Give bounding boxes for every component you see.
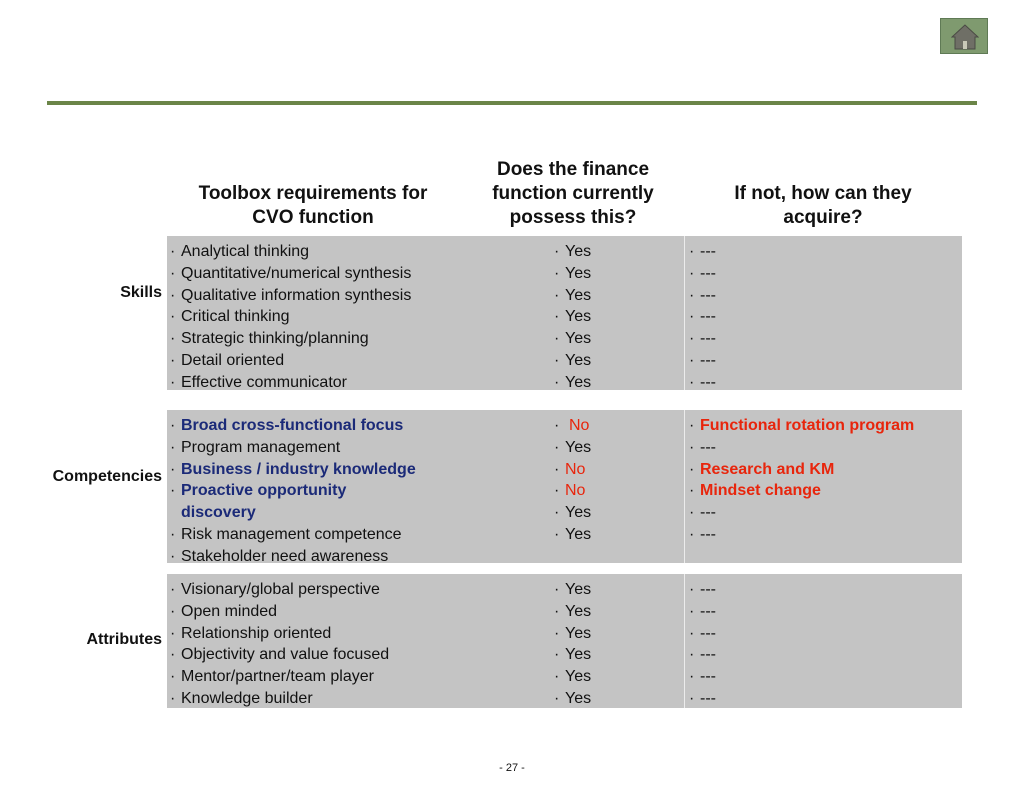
- list-item: · ---: [689, 624, 716, 642]
- header-divider: [47, 101, 977, 105]
- header-acquire: If not, how can they acquire?: [734, 183, 912, 228]
- category-attributes: Attributes: [86, 631, 162, 648]
- list-item: · ---: [689, 602, 716, 620]
- header-possess: Does the finance function currently possess this?: [492, 159, 654, 228]
- attributes-table-block: [167, 574, 962, 708]
- list-item: · Yes: [554, 581, 592, 598]
- list-item: · Yes: [554, 351, 592, 369]
- list-item: · No: [554, 460, 586, 478]
- list-item: · ---: [689, 504, 716, 522]
- list-item: · Yes: [554, 689, 592, 707]
- list-item: · Visionary/global perspective: [170, 581, 380, 598]
- list-item: · ---: [689, 373, 716, 391]
- list-item: · Strategic thinking/planning: [170, 330, 369, 348]
- list-item: · Yes: [554, 525, 592, 543]
- list-item: · ---: [689, 351, 716, 369]
- list-item: · Stakeholder need awareness: [170, 547, 389, 565]
- competencies-possess-column: [551, 415, 591, 546]
- list-item: · Critical thinking: [170, 308, 290, 326]
- list-item: · Yes: [554, 438, 592, 456]
- competencies-acquire-column: [686, 415, 914, 546]
- list-item: · ---: [689, 438, 716, 456]
- list-item: · Mentor/partner/team player: [170, 668, 374, 686]
- list-item: · Objectivity and value focused: [170, 646, 390, 664]
- list-item: · Broad cross-functional focus: [170, 417, 404, 434]
- list-item: · Yes: [554, 668, 592, 686]
- list-item: · Proactive opportunity discovery: [170, 482, 347, 522]
- list-item: · ---: [689, 689, 716, 707]
- list-item: · No: [554, 482, 586, 500]
- list-item: · Program management: [170, 438, 341, 456]
- list-item: · Yes: [554, 308, 592, 326]
- skills-possess-column: [551, 241, 591, 394]
- list-item: · Mindset change: [689, 482, 821, 500]
- list-item: · ---: [689, 646, 716, 664]
- list-item: · Yes: [554, 264, 592, 282]
- list-item: · ---: [689, 330, 716, 348]
- house-icon: [951, 24, 979, 50]
- category-competencies: Competencies: [52, 468, 162, 485]
- list-item: · Yes: [554, 286, 592, 304]
- list-item: · Yes: [554, 373, 592, 391]
- skills-requirements-column: [167, 241, 411, 394]
- list-item: · ---: [689, 286, 716, 304]
- list-item: · Relationship oriented: [170, 624, 332, 642]
- list-item: · Qualitative information synthesis: [170, 286, 412, 304]
- list-item: · ---: [689, 668, 716, 686]
- list-item: · ---: [689, 581, 716, 598]
- attributes-requirements-column: [167, 579, 389, 710]
- list-item: · Analytical thinking: [170, 243, 310, 260]
- list-item: · Yes: [554, 504, 592, 522]
- page-number: - 27 -: [499, 762, 525, 774]
- list-item: · Research and KM: [689, 460, 835, 478]
- list-item: · Yes: [554, 602, 592, 620]
- skills-table-block: [167, 236, 962, 390]
- list-item: · Yes: [554, 646, 592, 664]
- list-item: · No: [554, 417, 590, 434]
- list-item: · ---: [689, 525, 716, 543]
- list-item: · Risk management competence: [170, 525, 402, 543]
- attributes-possess-column: [551, 579, 591, 710]
- competencies-table-block: [167, 410, 962, 563]
- list-item: · Functional rotation program: [689, 417, 915, 434]
- list-item: · Knowledge builder: [170, 689, 313, 707]
- list-item: · Business / industry knowledge: [170, 460, 416, 478]
- list-item: · Open minded: [170, 602, 278, 620]
- list-item: · Yes: [554, 330, 592, 348]
- attributes-acquire-column: [686, 579, 716, 710]
- list-item: · Yes: [554, 243, 592, 260]
- list-item: · ---: [689, 264, 716, 282]
- list-item: · Quantitative/numerical synthesis: [170, 264, 412, 282]
- list-item: · ---: [689, 243, 716, 260]
- competencies-requirements-column: [167, 415, 416, 568]
- list-item: · ---: [689, 308, 716, 326]
- header-requirements: Toolbox requirements for CVO function: [198, 183, 428, 228]
- list-item: · Detail oriented: [170, 351, 285, 369]
- category-skills: Skills: [120, 284, 162, 301]
- list-item: · Effective communicator: [170, 373, 347, 391]
- home-button[interactable]: [940, 18, 988, 54]
- skills-acquire-column: [686, 241, 716, 394]
- list-item: · Yes: [554, 624, 592, 642]
